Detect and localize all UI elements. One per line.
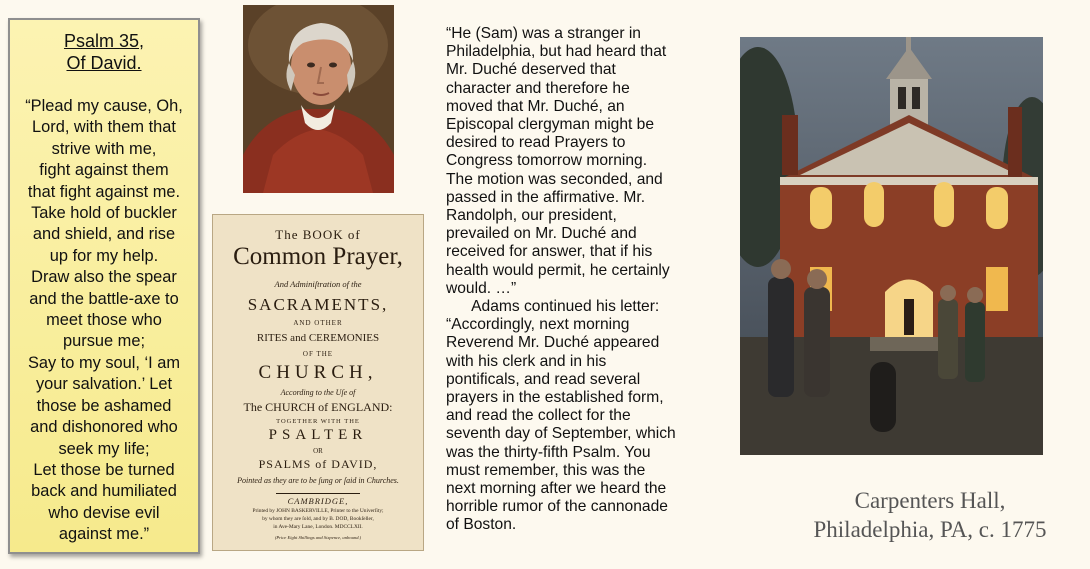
- quote-line: pontificals, and read several: [446, 370, 641, 388]
- psalm-line: those be ashamed: [36, 396, 172, 415]
- psalm-box: [8, 18, 200, 554]
- psalm-line: Take hold of buckler: [31, 204, 177, 223]
- book-line: CAMBRIDGE,: [287, 496, 349, 506]
- painting-caption: [780, 486, 1080, 544]
- portrait-illustration: [243, 5, 394, 193]
- quote-line: health would permit, he certainly: [446, 261, 670, 279]
- psalm-line: and dishonored who: [30, 418, 178, 437]
- book-title-large: Common Prayer,: [233, 243, 403, 270]
- quote-line: next morning after we heard the: [446, 480, 667, 498]
- psalm-line: back and humiliated: [31, 482, 177, 501]
- psalm-line: Let those be turned: [33, 460, 175, 479]
- psalm-title: [10, 30, 198, 74]
- psalm-line: your salvation.’ Let: [35, 375, 173, 394]
- psalm-line: Say to my soul, ‘I am: [27, 353, 181, 372]
- psalm-text: [10, 96, 198, 546]
- psalm-line: and shield, and rise: [32, 225, 176, 244]
- quote-line: prevailed on Mr. Duché and: [446, 225, 637, 243]
- book-line: TOGETHER WITH THE: [276, 418, 360, 425]
- book-divider: [276, 493, 360, 494]
- book-line: in Ave-Mary Lane, London. MDCCLXII.: [273, 524, 363, 530]
- quote-line: Randolph, our president,: [446, 207, 617, 225]
- quote-line: prayers in the established form,: [446, 389, 664, 407]
- book-line: SACRAMENTS,: [247, 295, 389, 314]
- psalm-line: meet those who: [46, 311, 162, 330]
- quote-line: The motion was seconded, and: [446, 170, 663, 188]
- adams-letter-quote: [446, 25, 711, 535]
- book-line: PSALTER: [268, 427, 368, 443]
- quote-line: desired to read Prayers to: [446, 134, 626, 152]
- psalm-line: who devise evil: [48, 503, 160, 522]
- psalm-line: strive with me,: [51, 139, 157, 158]
- quote-line: of Boston.: [446, 516, 517, 534]
- book-line: The CHURCH of ENGLAND:: [243, 400, 393, 414]
- book-line: by whom they are ſold, and by B. DOD, Bookſeller,: [262, 516, 374, 522]
- book-title-small: The BOOK of: [275, 227, 361, 242]
- book-line: OR: [313, 447, 323, 455]
- book-line: Pointed as they are to be ſung or ſaid in Churches.: [237, 476, 399, 485]
- book-line: (Price Eight Shillings and Sixpence, unbound.): [274, 535, 362, 540]
- caption-line-1: Carpenters Hall,: [854, 488, 1006, 513]
- quote-line: must remember, this was the: [446, 461, 646, 479]
- psalm-line: that fight against me.: [27, 182, 181, 201]
- quote-line: Adams continued his letter:: [446, 298, 660, 316]
- book-line: AND OTHER: [293, 319, 343, 327]
- book-of-common-prayer-title-page: [212, 214, 424, 551]
- quote-line: Episcopal clergyman might be: [446, 116, 655, 134]
- quote-line: passed in the affirmative. Mr.: [446, 188, 646, 206]
- psalm-line: fight against them: [39, 161, 169, 180]
- psalm-line: seek my life;: [58, 439, 150, 458]
- quote-line: “Accordingly, next morning: [446, 316, 630, 334]
- quote-line: “He (Sam) was a stranger in: [446, 25, 641, 42]
- psalm-line: against me.”: [58, 525, 150, 544]
- book-line: According to the Uſe of: [280, 388, 356, 397]
- psalm-title-line: Psalm 35,: [63, 31, 145, 51]
- carpenters-hall-painting: [740, 37, 1043, 455]
- quote-line: was the thirty-fifth Psalm. You: [446, 443, 651, 461]
- psalm-line: Draw also the spear: [31, 268, 177, 287]
- quote-line: Congress tomorrow morning.: [446, 152, 648, 170]
- quote-line: Philadelphia, but had heard that: [446, 43, 667, 61]
- book-line: Printed by JOHN BASKERVILLE, Printer to the Univerſity;: [252, 508, 384, 514]
- psalm-line: pursue me;: [63, 332, 145, 351]
- quote-line: seventh day of September, which: [446, 425, 676, 443]
- book-line: CHURCH,: [258, 362, 378, 383]
- book-line: RITES and CEREMONIES: [256, 332, 380, 344]
- psalm-line: and the battle-axe to: [29, 289, 179, 308]
- book-line: PSALMS of DAVID,: [258, 457, 378, 471]
- quote-line: horrible rumor of the cannonade: [446, 498, 668, 516]
- psalm-line: “Plead my cause, Oh,: [25, 97, 183, 115]
- painting-illustration: [740, 37, 1043, 455]
- quote-line: character and therefore he: [446, 79, 630, 97]
- caption-line-2: Philadelphia, PA, c. 1775: [813, 517, 1047, 542]
- quote-line: received for answer, that if his: [446, 243, 653, 261]
- psalm-line: up for my help.: [49, 246, 159, 265]
- book-line: And Adminiſtration of the: [274, 279, 362, 289]
- quote-line: would. …”: [446, 279, 517, 297]
- quote-line: and read the collect for the: [446, 407, 631, 425]
- quote-line: with his clerk and in his: [446, 352, 607, 370]
- book-line: OF THE: [302, 350, 334, 358]
- psalm-line: Lord, with them that: [32, 118, 176, 137]
- quote-line: Mr. Duché deserved that: [446, 61, 616, 79]
- quote-line: Reverend Mr. Duché appeared: [446, 334, 660, 352]
- quote-line: moved that Mr. Duché, an: [446, 97, 625, 115]
- psalm-title-line: Of David.: [66, 53, 142, 73]
- samuel-adams-portrait: [243, 5, 394, 193]
